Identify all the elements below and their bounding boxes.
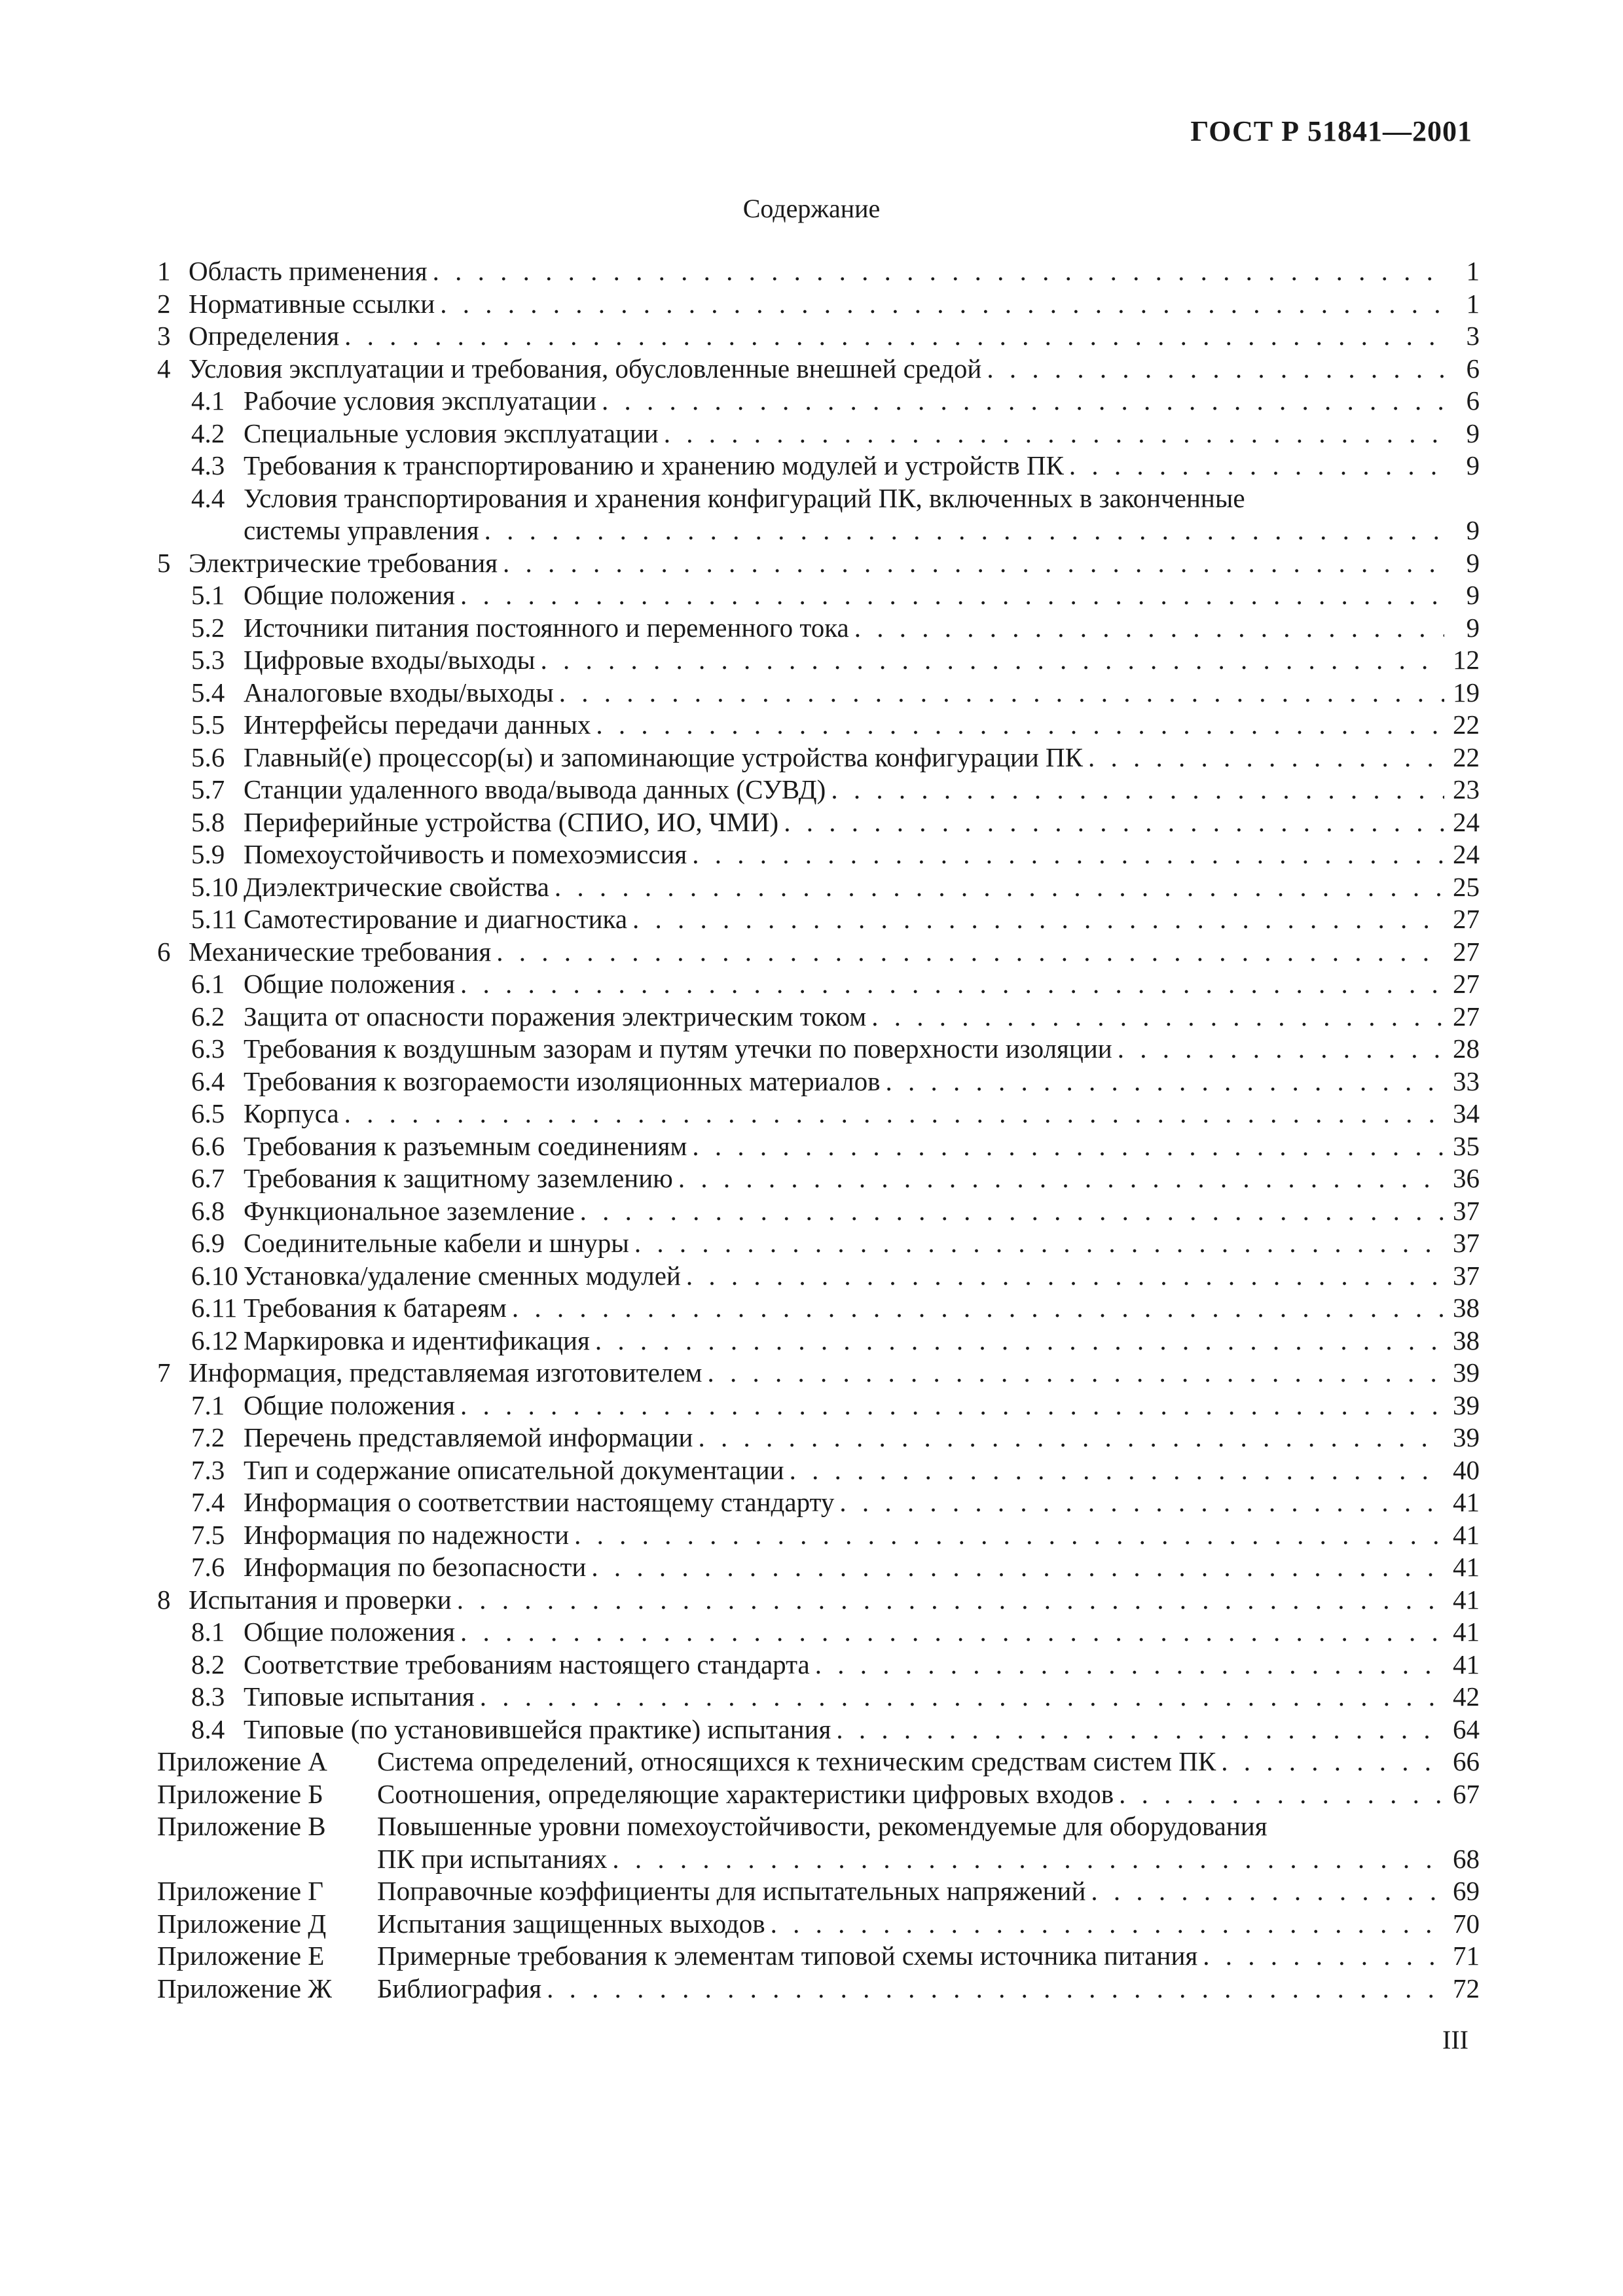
dot-leader	[854, 612, 1444, 645]
toc-entry-title: Маркировка и идентификация	[244, 1325, 590, 1355]
toc-entry-page: 42	[1453, 1681, 1480, 1712]
toc-entry-number: Приложение Г	[157, 1876, 324, 1906]
toc-entry-page: 9	[1466, 515, 1480, 545]
page-title: Содержание	[742, 194, 881, 223]
toc-entry[interactable]	[157, 418, 1480, 450]
toc-entry-page: 24	[1453, 839, 1480, 869]
toc-entry-number: 8.3	[191, 1681, 225, 1712]
toc-entry[interactable]	[157, 936, 1480, 969]
toc-entry-page: 37	[1453, 1228, 1480, 1258]
dot-leader	[440, 288, 1444, 321]
toc-entry-page: 9	[1466, 547, 1480, 578]
dot-leader	[580, 1195, 1444, 1228]
toc-entry-number: 6.5	[191, 1098, 225, 1128]
toc-entry-title: Примерные требования к элементам типовой схемы источника питания	[377, 1941, 1198, 1971]
toc-entry-page: 40	[1453, 1454, 1480, 1485]
dot-leader	[839, 1486, 1444, 1519]
toc-entry-number: 4.3	[191, 450, 225, 480]
toc-entry-page: 41	[1453, 1519, 1480, 1550]
toc-entry-title: Испытания защищенных выходов	[377, 1908, 765, 1939]
toc-entry-page: 41	[1453, 1584, 1480, 1615]
toc-entry-title: Информация по надежности	[244, 1519, 570, 1550]
toc-entry-page: 41	[1453, 1487, 1480, 1517]
dot-leader	[1091, 1875, 1444, 1908]
toc-entry-title: Рабочие условия эксплуатации	[244, 386, 597, 416]
toc-entry-title-continued: ПК при испытаниях	[377, 1843, 608, 1874]
toc-entry-title: Нормативные ссылки	[189, 288, 435, 319]
toc-entry[interactable]	[157, 742, 1480, 774]
toc-entry[interactable]	[157, 547, 1480, 580]
toc-entry[interactable]	[157, 1551, 1480, 1584]
toc-entry[interactable]	[157, 709, 1480, 742]
toc-entry[interactable]	[157, 1908, 1480, 1941]
dot-leader	[480, 1681, 1444, 1713]
toc-entry-title: Область применения	[189, 256, 428, 286]
toc-entry-number: 3	[157, 321, 171, 351]
toc-entry-page: 6	[1466, 386, 1480, 416]
toc-entry-title: Самотестирование и диагностика	[244, 904, 628, 934]
toc-entry-number: 6.4	[191, 1066, 225, 1096]
toc-entry-title: Общие положения	[244, 580, 455, 610]
dot-leader	[460, 1390, 1444, 1422]
dot-leader	[512, 1292, 1444, 1325]
dot-leader	[692, 838, 1444, 871]
toc-entry-page: 66	[1453, 1746, 1480, 1776]
toc-entry-title: Специальные условия эксплуатации	[244, 418, 659, 448]
dot-leader	[707, 1357, 1444, 1390]
dot-leader	[574, 1519, 1444, 1552]
toc-entry-continuation[interactable]	[157, 514, 1480, 547]
toc-entry-number: 7.3	[191, 1454, 225, 1485]
dot-leader	[540, 644, 1444, 677]
toc-entry-title: Источники питания постоянного и переменного тока	[244, 612, 849, 643]
toc-entry[interactable]	[157, 806, 1480, 839]
toc-entry-title: Периферийные устройства (СПИО, ИО, ЧМИ)	[244, 806, 779, 837]
toc-entry-title: Требования к батареям	[244, 1293, 507, 1323]
toc-entry-number: 5	[157, 547, 171, 578]
toc-entry-page: 19	[1453, 677, 1480, 708]
toc-entry[interactable]	[157, 579, 1480, 612]
toc-entry-title: Главный(е) процессор(ы) и запоминающие устройства конфигурации ПК	[244, 742, 1084, 772]
dot-leader	[790, 1454, 1444, 1487]
toc-entry[interactable]	[157, 1001, 1480, 1033]
toc-entry-title: Диэлектрические свойства	[244, 871, 549, 902]
dot-leader	[632, 903, 1444, 936]
toc-entry-number: 6.8	[191, 1195, 225, 1226]
dot-leader	[596, 709, 1444, 742]
dot-leader	[771, 1908, 1444, 1941]
toc-entry-title: Повышенные уровни помехоустойчивости, рекомендуемые для оборудования	[377, 1811, 1267, 1841]
toc-entry-number: 8	[157, 1584, 171, 1615]
toc-entry[interactable]	[157, 1390, 1480, 1422]
toc-entry[interactable]	[157, 1325, 1480, 1357]
toc-entry-number: 5.10	[191, 871, 238, 902]
toc-entry-title: Требования к разъемным соединениям	[244, 1130, 687, 1161]
toc-entry-title: Соотношения, определяющие характеристики цифровых входов	[377, 1778, 1114, 1809]
toc-entry-page: 41	[1453, 1617, 1480, 1647]
dot-leader	[634, 1227, 1444, 1260]
toc-entry-title: Установка/удаление сменных модулей	[244, 1260, 681, 1291]
toc-entry-page: 35	[1453, 1130, 1480, 1161]
toc-entry[interactable]	[157, 1162, 1480, 1195]
toc-entry-page: 9	[1466, 580, 1480, 610]
toc-entry[interactable]	[157, 1519, 1480, 1552]
toc-entry[interactable]	[157, 968, 1480, 1001]
toc-entry-number: Приложение Ж	[157, 1973, 333, 2003]
toc-entry-title: Перечень представляемой информации	[244, 1422, 693, 1452]
toc-entry-page: 67	[1453, 1778, 1480, 1809]
toc-entry-title: Информация о соответствии настоящему стандарту	[244, 1487, 835, 1517]
toc-entry-page: 33	[1453, 1066, 1480, 1096]
toc-entry-continuation[interactable]	[157, 1843, 1480, 1876]
toc-entry-number: 7	[157, 1357, 171, 1388]
toc-entry-page: 9	[1466, 612, 1480, 643]
toc-entry[interactable]	[157, 320, 1480, 353]
dot-leader	[987, 353, 1444, 386]
toc-entry-number: Приложение Б	[157, 1778, 323, 1809]
toc-entry-page: 37	[1453, 1195, 1480, 1226]
toc-entry[interactable]	[157, 1066, 1480, 1098]
toc-entry-page: 41	[1453, 1552, 1480, 1582]
toc-entry[interactable]	[157, 1746, 1480, 1778]
toc-entry-page: 34	[1453, 1098, 1480, 1128]
toc-entry-page: 27	[1453, 936, 1480, 967]
dot-leader	[885, 1066, 1444, 1098]
dot-leader	[547, 1973, 1444, 2005]
toc-entry-number: 6.3	[191, 1033, 225, 1064]
toc-entry-page: 9	[1466, 418, 1480, 448]
toc-entry-title: Требования к воздушным зазорам и путям утечки по поверхности изоляции	[244, 1033, 1112, 1064]
toc-entry-title: Требования к транспортированию и хранению модулей и устройств ПК	[244, 450, 1064, 480]
toc-entry-page: 36	[1453, 1163, 1480, 1193]
toc-entry-number: 5.3	[191, 645, 225, 675]
toc-entry[interactable]	[157, 1260, 1480, 1293]
toc-entry-number: 5.5	[191, 709, 225, 740]
dot-leader	[1069, 450, 1444, 482]
toc-entry[interactable]	[157, 903, 1480, 936]
toc-entry[interactable]	[157, 1713, 1480, 1746]
dot-leader	[698, 1422, 1444, 1454]
toc-entry-number: 7.2	[191, 1422, 225, 1452]
toc-entry[interactable]	[157, 1810, 1480, 1843]
dot-leader	[1088, 742, 1444, 774]
toc-entry[interactable]	[157, 450, 1480, 482]
toc-entry[interactable]	[157, 1649, 1480, 1681]
toc-entry-page: 71	[1453, 1941, 1480, 1971]
toc-entry[interactable]	[157, 1033, 1480, 1066]
toc-entry[interactable]	[157, 1875, 1480, 1908]
toc-entry[interactable]	[157, 353, 1480, 386]
toc-entry-page: 9	[1466, 450, 1480, 480]
toc-entry-number: 8.1	[191, 1617, 225, 1647]
toc-entry-page: 23	[1453, 774, 1480, 804]
toc-entry[interactable]	[157, 1486, 1480, 1519]
toc-entry-number: 8.4	[191, 1713, 225, 1744]
toc-entry[interactable]	[157, 255, 1480, 288]
dot-leader	[344, 320, 1444, 353]
dot-leader	[457, 1584, 1444, 1617]
toc-entry-number: 5.9	[191, 839, 225, 869]
toc-entry-number: 7.5	[191, 1519, 225, 1550]
toc-entry-title: Соединительные кабели и шнуры	[244, 1228, 629, 1258]
dot-leader	[555, 871, 1444, 904]
toc-entry-number: 4	[157, 353, 171, 384]
toc-entry-page: 25	[1453, 871, 1480, 902]
toc-entry-number: 5.7	[191, 774, 225, 804]
toc-entry-page: 41	[1453, 1649, 1480, 1679]
toc-entry-number: 5.6	[191, 742, 225, 772]
dot-leader	[678, 1162, 1444, 1195]
dot-leader	[496, 936, 1444, 969]
toc-entry[interactable]	[157, 838, 1480, 871]
toc-entry[interactable]	[157, 644, 1480, 677]
toc-entry-title: Аналоговые входы/выходы	[244, 677, 554, 708]
toc-entry-number: 5.1	[191, 580, 225, 610]
toc-entry-page: 22	[1453, 742, 1480, 772]
dot-leader	[559, 677, 1444, 709]
toc-entry-page: 28	[1453, 1033, 1480, 1064]
toc-entry-page: 37	[1453, 1260, 1480, 1291]
toc-entry-title: Интерфейсы передачи данных	[244, 709, 591, 740]
toc-entry[interactable]	[157, 1584, 1480, 1617]
toc-entry-page: 38	[1453, 1293, 1480, 1323]
dot-leader	[595, 1325, 1444, 1357]
toc-entry[interactable]	[157, 677, 1480, 709]
toc-entry[interactable]	[157, 1422, 1480, 1454]
toc-entry-title: Информация по безопасности	[244, 1552, 587, 1582]
toc-entry-number: 6.2	[191, 1001, 225, 1031]
toc-entry-number: 6.9	[191, 1228, 225, 1258]
toc-entry-title: Информация, представляемая изготовителем	[189, 1357, 702, 1388]
dot-leader	[1221, 1746, 1444, 1778]
dot-leader	[484, 514, 1444, 547]
toc-entry-page: 22	[1453, 709, 1480, 740]
toc-entry-page: 70	[1453, 1908, 1480, 1939]
toc-entry-page: 39	[1453, 1422, 1480, 1452]
toc-entry-number: 8.2	[191, 1649, 225, 1679]
toc-entry-page: 64	[1453, 1713, 1480, 1744]
toc-entry-title: Требования к защитному заземлению	[244, 1163, 673, 1193]
toc-entry-number: 2	[157, 288, 171, 319]
dot-leader	[591, 1551, 1444, 1584]
toc-entry-title: Общие положения	[244, 1617, 455, 1647]
toc-entry-page: 6	[1466, 353, 1480, 384]
toc-entry-number: Приложение В	[157, 1811, 326, 1841]
dot-leader	[460, 1616, 1444, 1649]
toc-entry-title: Условия транспортирования и хранения конфигураций ПК, включенных в законченные	[244, 482, 1245, 513]
toc-entry-number: 6.1	[191, 969, 225, 999]
toc-entry-page: 39	[1453, 1357, 1480, 1388]
toc-entry-number: 6	[157, 936, 171, 967]
toc-entry-title: Общие положения	[244, 1390, 455, 1420]
toc-entry[interactable]	[157, 774, 1480, 806]
toc-entry[interactable]	[157, 1227, 1480, 1260]
toc-entry[interactable]	[157, 1616, 1480, 1649]
dot-leader	[460, 968, 1444, 1001]
dot-leader	[664, 418, 1444, 450]
toc-entry-page: 27	[1453, 1001, 1480, 1031]
toc-entry-title-continued: системы управления	[244, 515, 479, 545]
toc-entry-title: Испытания и проверки	[189, 1584, 452, 1615]
toc-entry[interactable]	[157, 1940, 1480, 1973]
dot-leader	[433, 255, 1444, 288]
document-id: ГОСТ Р 51841—2001	[1190, 115, 1472, 147]
toc-entry-number: 5.8	[191, 806, 225, 837]
toc-entry-page: 68	[1453, 1843, 1480, 1874]
toc-entry-title: Система определений, относящихся к техническим средствам систем ПК	[377, 1746, 1216, 1776]
toc-entry-number: 1	[157, 256, 171, 286]
toc-entry[interactable]	[157, 1130, 1480, 1163]
dot-leader	[602, 385, 1444, 418]
toc-entry-page: 39	[1453, 1390, 1480, 1420]
toc-entry-number: 5.4	[191, 677, 225, 708]
toc-entry-title: Типовые (по установившейся практике) испытания	[244, 1713, 831, 1744]
toc-entry-title: Тип и содержание описательной документации	[244, 1454, 784, 1485]
toc-entry[interactable]	[157, 612, 1480, 645]
toc-entry-number: Приложение Д	[157, 1908, 327, 1939]
toc-entry-page: 1	[1466, 256, 1480, 286]
toc-entry[interactable]	[157, 1681, 1480, 1713]
toc-entry-page: 3	[1466, 321, 1480, 351]
toc-entry-number: Приложение Е	[157, 1941, 325, 1971]
dot-leader	[460, 579, 1444, 612]
toc-entry[interactable]	[157, 1778, 1480, 1811]
toc-entry-number: Приложение А	[157, 1746, 327, 1776]
toc-entry[interactable]	[157, 1973, 1480, 2005]
dot-leader	[1118, 1033, 1444, 1066]
dot-leader	[784, 806, 1444, 839]
dot-leader	[686, 1260, 1444, 1293]
dot-leader	[831, 774, 1444, 806]
dot-leader	[836, 1713, 1444, 1746]
toc-entry-page: 27	[1453, 969, 1480, 999]
toc-entry-number: 6.7	[191, 1163, 225, 1193]
toc-entry-title: Типовые испытания	[244, 1681, 475, 1712]
table-of-contents	[157, 255, 1480, 2005]
toc-entry-number: 7.4	[191, 1487, 225, 1517]
dot-leader	[1119, 1778, 1444, 1811]
toc-entry-number: 5.2	[191, 612, 225, 643]
toc-entry-number: 5.11	[191, 904, 238, 934]
toc-entry-title: Условия эксплуатации и требования, обусловленные внешней средой	[189, 353, 982, 384]
page-number: III	[1442, 2025, 1468, 2054]
toc-entry-title: Библиография	[377, 1973, 542, 2003]
toc-entry-number: 4.4	[191, 482, 225, 513]
toc-entry[interactable]	[157, 1454, 1480, 1487]
toc-entry-page: 12	[1453, 645, 1480, 675]
toc-entry-title: Требования к возгораемости изоляционных материалов	[244, 1066, 881, 1096]
toc-entry-title: Поправочные коэффициенты для испытательных напряжений	[377, 1876, 1086, 1906]
dot-leader	[815, 1649, 1444, 1681]
toc-entry-title: Защита от опасности поражения электрическим током	[244, 1001, 867, 1031]
dot-leader	[503, 547, 1444, 580]
toc-entry-title: Механические требования	[189, 936, 492, 967]
toc-entry-title: Соответствие требованиям настоящего стандарта	[244, 1649, 810, 1679]
dot-leader	[871, 1001, 1444, 1033]
toc-entry-number: 4.1	[191, 386, 225, 416]
toc-entry-number: 4.2	[191, 418, 225, 448]
toc-entry-title: Функциональное заземление	[244, 1195, 575, 1226]
dot-leader	[692, 1130, 1444, 1163]
toc-entry-title: Общие положения	[244, 969, 455, 999]
toc-entry[interactable]	[157, 288, 1480, 321]
toc-entry-number: 6.6	[191, 1130, 225, 1161]
dot-leader	[1203, 1940, 1444, 1973]
toc-entry-number: 6.10	[191, 1260, 238, 1291]
toc-entry-page: 72	[1453, 1973, 1480, 2003]
toc-entry-number: 6.12	[191, 1325, 238, 1355]
toc-entry[interactable]	[157, 385, 1480, 418]
toc-entry-title: Электрические требования	[189, 547, 498, 578]
dot-leader	[612, 1843, 1444, 1876]
toc-entry[interactable]	[157, 1292, 1480, 1325]
toc-entry[interactable]	[157, 1098, 1480, 1130]
toc-entry-title: Корпуса	[244, 1098, 339, 1128]
toc-entry-page: 27	[1453, 904, 1480, 934]
toc-entry-page: 24	[1453, 806, 1480, 837]
dot-leader	[344, 1098, 1444, 1130]
toc-entry-title: Помехоустойчивость и помехоэмиссия	[244, 839, 687, 869]
toc-entry-number: 7.1	[191, 1390, 225, 1420]
toc-entry-page: 38	[1453, 1325, 1480, 1355]
toc-entry-title: Станции удаленного ввода/вывода данных (СУВД)	[244, 774, 826, 804]
toc-entry-number: 7.6	[191, 1552, 225, 1582]
toc-entry[interactable]	[157, 871, 1480, 904]
toc-entry-title: Определения	[189, 321, 340, 351]
toc-entry[interactable]	[157, 482, 1480, 515]
toc-entry[interactable]	[157, 1357, 1480, 1390]
toc-entry[interactable]	[157, 1195, 1480, 1228]
toc-entry-number: 6.11	[191, 1293, 238, 1323]
toc-entry-title: Цифровые входы/выходы	[244, 645, 536, 675]
toc-entry-page: 1	[1466, 288, 1480, 319]
toc-entry-page: 69	[1453, 1876, 1480, 1906]
